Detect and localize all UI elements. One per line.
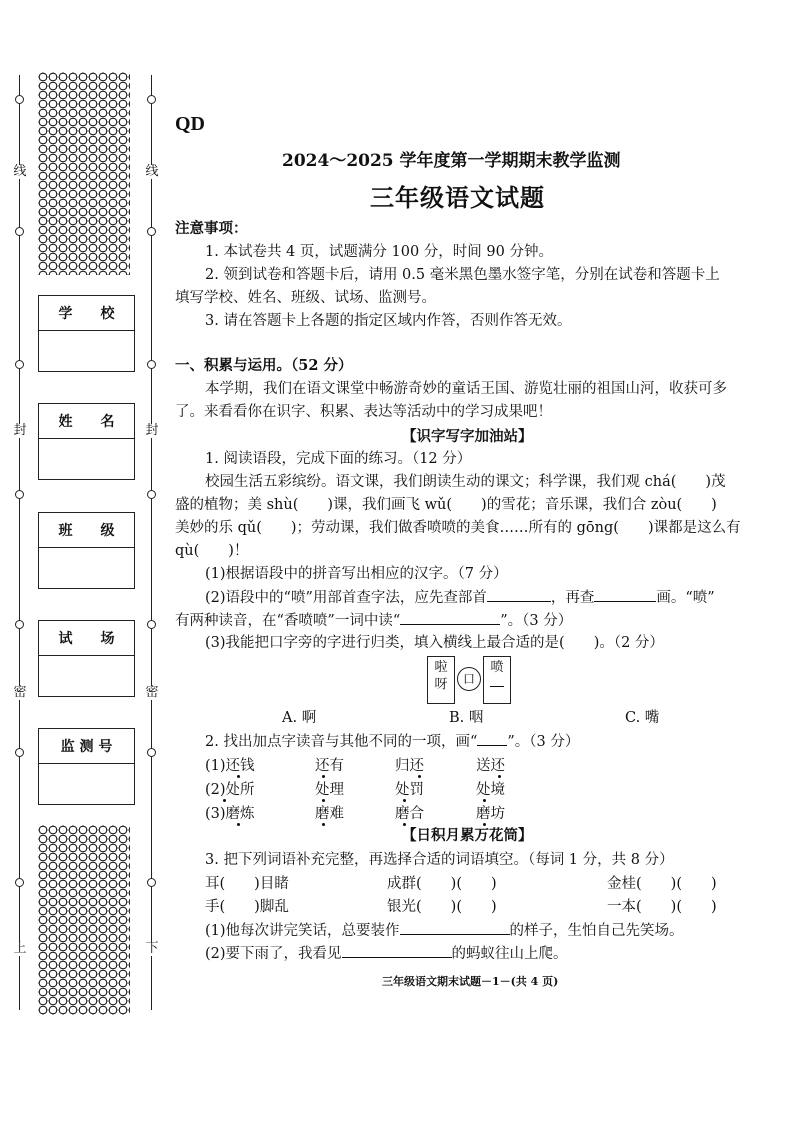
q3-sentence-text: 的蚂蚁往山上爬。 [451, 946, 568, 962]
tile-char: 呀 [434, 677, 448, 692]
emphasis-dot [237, 775, 240, 778]
side-label-seal: 封 [145, 423, 159, 438]
class-field[interactable] [38, 512, 135, 589]
emphasis-dot [322, 823, 325, 826]
notice-item: 2. 领到试卷和答题卡后，请用 0.5 毫米黑色墨水签字笔，分别在试卷和答题卡上 [205, 267, 720, 283]
q1-passage-line: 盛的植物；美 shù( )课，我们画飞 wǔ( )的雪花；音乐课，我们合 zòu( ) [175, 497, 717, 513]
right-char-tile [483, 656, 511, 704]
q2-item[interactable]: 处罚 [395, 782, 424, 798]
school-field[interactable] [38, 295, 135, 372]
binding-line-right [151, 75, 152, 1010]
binding-ring [15, 227, 24, 236]
binding-ring [15, 95, 24, 104]
class-field-input[interactable] [39, 548, 134, 588]
q2-stem-text: ”。（3 分） [507, 734, 580, 750]
banner-idioms: 【日积月累万花筒】 [402, 827, 533, 844]
binding-ring [147, 748, 156, 757]
option-a[interactable]: A. 啊 [282, 710, 317, 726]
tile-char: 喷 [490, 660, 504, 675]
idiom-blank-item[interactable]: 耳( )目睹 [205, 876, 289, 892]
binding-ring [147, 490, 156, 499]
name-field[interactable] [38, 403, 135, 480]
idiom-blank-item[interactable]: 一本( )( ) [607, 899, 717, 915]
tile-char: 啦 [434, 660, 448, 675]
banner-literacy: 【识字写字加油站】 [402, 428, 533, 445]
emphasis-dot [223, 799, 226, 802]
exam-number-field[interactable] [38, 728, 135, 805]
q1-sub2-text: ，再查 [550, 590, 595, 606]
q2-item[interactable]: 还有 [315, 758, 344, 774]
q1-passage-line: qù( )！ [175, 543, 249, 559]
emphasis-dot [498, 775, 501, 778]
emphasis-dot [418, 775, 421, 778]
side-label-line: 线 [13, 164, 27, 179]
q1-sub3: (3)我能把口字旁的字进行归类，填入横线上最合适的是( )。（2 分） [205, 635, 664, 651]
binding-ring [15, 748, 24, 757]
emphasis-dot [237, 823, 240, 826]
section-intro: 本学期，我们在语文课堂中畅游奇妙的童话王国、游览壮丽的祖国山河，收获可多 [205, 381, 727, 397]
option-c[interactable]: C. 嘴 [625, 710, 660, 726]
q1-passage-line: 校园生活五彩缤纷。语文课，我们朗读生动的课文；科学课，我们观 chá( )茂 [205, 474, 726, 490]
page-title: 三年级语文试题 [370, 183, 545, 212]
q2-stem-text: 2. 找出加点字读音与其他不同的一项，画“ [205, 734, 478, 750]
exam-number-field-input[interactable] [39, 764, 134, 804]
exam-room-field-label: 试 场 [39, 621, 134, 656]
q2-item[interactable]: 处境 [476, 782, 505, 798]
notice-item: 填写学校、姓名、班级、试场、监测号。 [175, 290, 436, 306]
term-title: 2024～2025 学年度第一学期期末教学监测 [282, 151, 621, 171]
side-label-line: 线 [145, 164, 159, 179]
sentence-answer-blank[interactable] [400, 920, 510, 935]
q2-item[interactable]: 磨合 [395, 806, 424, 822]
q3-sentence-1 [205, 920, 684, 941]
q2-item[interactable]: 送还 [476, 758, 505, 774]
q2-item[interactable]: (3)磨炼 [205, 806, 255, 822]
pronunciation-answer-blank[interactable] [400, 610, 500, 625]
q3-stem: 3. 把下列词语补充完整，再选择合适的词语填空。（每词 1 分，共 8 分） [205, 852, 674, 868]
q1-sub2-line2 [175, 610, 572, 631]
idiom-blank-item[interactable]: 银光( )( ) [387, 899, 497, 915]
emphasis-dot [322, 799, 325, 802]
q2-stem [205, 731, 579, 752]
side-label-secret: 密 [13, 685, 27, 700]
binding-ring [147, 878, 156, 887]
notice-item: 3. 请在答题卡上各题的指定区域内作答，否则作答无效。 [205, 313, 572, 329]
exam-room-field-input[interactable] [39, 656, 134, 696]
q3-sentence-text: 的样子，生怕自己先笑场。 [509, 923, 684, 939]
radical-answer-blank[interactable] [487, 587, 551, 602]
idiom-blank-item[interactable]: 成群( )( ) [387, 876, 497, 892]
q2-item[interactable]: 归还 [395, 758, 424, 774]
underline-sample [477, 731, 507, 746]
binding-ring [147, 95, 156, 104]
side-label-secret: 密 [145, 685, 159, 700]
q1-sub2-text: 画。“喷” [656, 590, 715, 606]
emphasis-dot [322, 775, 325, 778]
q1-sub2-text: (2)语段中的“喷”用部首查字法，应先查部首 [205, 590, 487, 606]
school-field-input[interactable] [39, 331, 134, 371]
idiom-blank-item[interactable]: 金桂( )( ) [607, 876, 717, 892]
binding-ring [147, 360, 156, 369]
binding-ring [147, 227, 156, 236]
dot-pattern-bottom [38, 825, 130, 1015]
mouth-radical-circle: 口 [457, 667, 481, 691]
q3-sentence-text: (2)要下雨了，我看见 [205, 946, 342, 962]
dot-pattern-top [38, 72, 130, 275]
q1-sub2-line1 [205, 587, 715, 608]
binding-ring [15, 620, 24, 629]
q1-sub2-text: ”。（3 分） [500, 613, 573, 629]
binding-ring [15, 360, 24, 369]
sentence-answer-blank[interactable] [342, 943, 452, 958]
option-b[interactable]: B. 咽 [449, 710, 484, 726]
idiom-blank-item[interactable]: 手( )脚乱 [205, 899, 289, 915]
q1-sub2-text: 有两种读音，在“香喷喷”一词中读“ [175, 613, 401, 629]
q1-stem: 1. 阅读语段，完成下面的练习。（12 分） [205, 451, 472, 467]
side-label-up: 上 [13, 941, 27, 956]
binding-ring [15, 878, 24, 887]
q2-item[interactable]: 磨难 [315, 806, 344, 822]
binding-ring [147, 620, 156, 629]
q1-sub1: (1)根据语段中的拼音写出相应的汉字。（7 分） [205, 566, 508, 582]
side-label-seal: 封 [13, 423, 27, 438]
q2-item[interactable]: (1)还钱 [205, 758, 255, 774]
stroke-count-answer-blank[interactable] [594, 587, 656, 602]
q2-item[interactable]: 处理 [315, 782, 344, 798]
page-footer: 三年级语文期末试题－1－(共 4 页) [382, 975, 559, 988]
section-heading: 一、积累与运用。（52 分） [175, 357, 353, 374]
school-field-label: 学 校 [39, 296, 134, 331]
exam-number-field-label: 监 测 号 [39, 729, 134, 764]
notice-item: 1. 本试卷共 4 页，试题满分 100 分，时间 90 分钟。 [205, 244, 553, 260]
side-label-down: 下 [145, 941, 159, 956]
name-field-input[interactable] [39, 439, 134, 479]
section-intro: 了。来看看你在识字、积累、表达等活动中的学习成果吧！ [175, 404, 552, 420]
q3-sentence-text: (1)他每次讲完笑话，总要装作 [205, 923, 400, 939]
tile-blank[interactable] [490, 686, 504, 687]
q3-sentence-2 [205, 943, 568, 964]
binding-ring [15, 490, 24, 499]
exam-room-field[interactable] [38, 620, 135, 697]
name-field-label: 姓 名 [39, 404, 134, 439]
binding-line-left [19, 75, 20, 1010]
emphasis-dot [483, 799, 486, 802]
paper-code: QD [175, 113, 205, 135]
q1-passage-line: 美妙的乐 qǔ( )；劳动课，我们做香喷喷的美食……所有的 gōng( )课都是这么有 [175, 520, 741, 536]
q2-item[interactable]: 磨坊 [476, 806, 505, 822]
q2-item[interactable]: (2)处所 [205, 782, 255, 798]
notice-heading: 注意事项： [175, 220, 248, 237]
emphasis-dot [403, 799, 406, 802]
class-field-label: 班 级 [39, 513, 134, 548]
left-char-tile [427, 656, 455, 704]
